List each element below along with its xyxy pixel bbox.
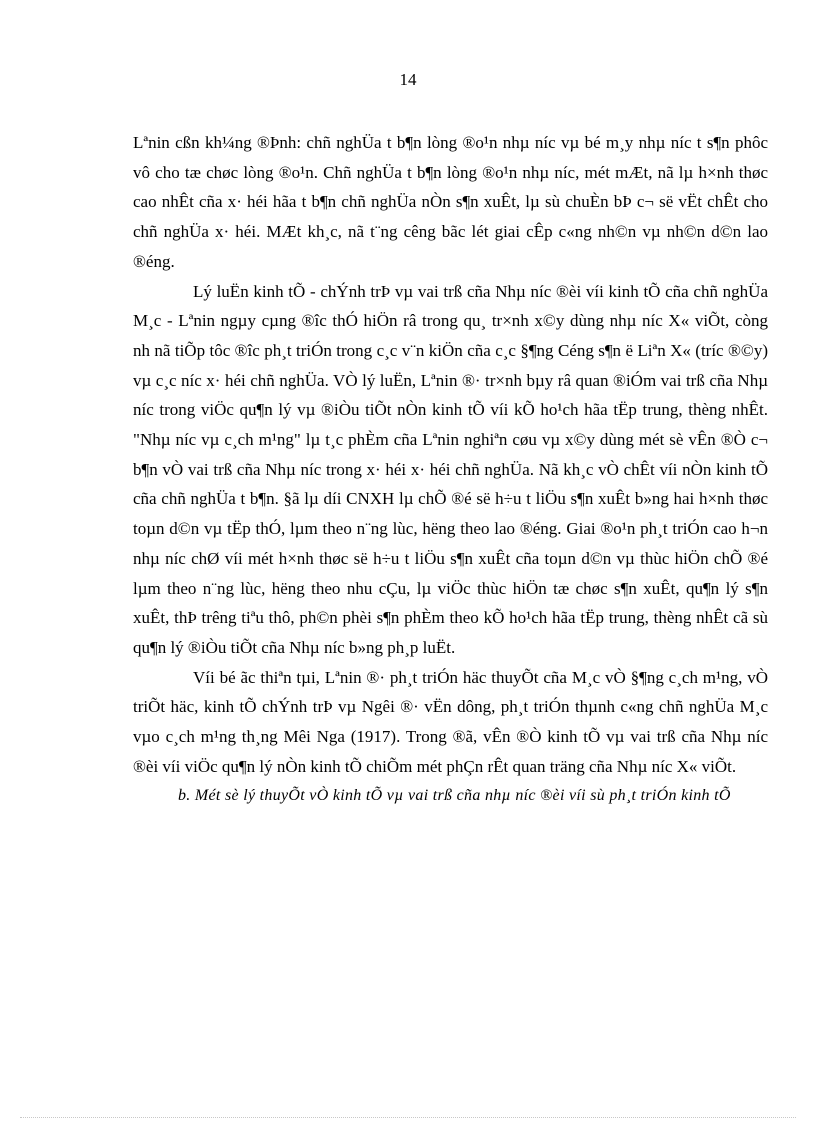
- paragraph-2: Lý luËn kinh tÕ - chÝnh trÞ vµ vai trß cña Nhµ níc ®èi víi kinh tÕ cña chñ nghÜa M¸c - Lªnin ngµy cµng ®îc thÓ hiÖn râ trong qu¸ tr×nh x©y dùng nhµ níc X« viÕt, còng nh nã tiÕp tôc ®îc ph¸t triÓn trong c¸c v¨n kiÖn cña c¸c §¶ng Céng s¶n ë Liªn X« (tríc ®©y) vµ c¸c níc x· héi chñ nghÜa. VÒ lý luËn, Lªnin ®· tr×nh bµy râ quan ®iÓm vai trß cña Nhµ níc trong viÖc qu¶n lý vµ ®iÒu tiÕt nÒn kinh tÕ víi kÕ ho¹ch hãa tËp trung, thèng nhÊt. "Nhµ níc vµ c¸ch m¹ng" lµ t¸c phÈm cña Lªnin nghiªn cøu vµ x©y dùng mét sè vÊn ®Ò c¬ b¶n vÒ vai trß cña Nhµ níc trong x· héi x· héi chñ nghÜa. Nã kh¸c vÒ chÊt víi nÒn kinh tÕ cña chñ nghÜa t b¶n. §ã lµ díi CNXH lµ chÕ ®é së h÷u t liÖu s¶n xuÊt b»ng hai h×nh thøc toµn d©n vµ tËp thÓ, lµm theo n¨ng lùc, hëng theo lao ®éng. Giai ®o¹n ph¸t triÓn cao h¬n nhµ níc chØ víi mét h×nh thøc së h÷u t liÖu s¶n xuÊt cña toµn d©n vµ thùc hiÖn chÕ ®é lµm theo n¨ng lùc, hëng theo nhu cÇu, lµ viÖc thùc hiÖn tæ chøc s¶n xuÊt, qu¶n lý s¶n xuÊt, thÞ trêng tiªu thô, ph©n phèi s¶n phÈm theo kÕ ho¹ch hãa tËp trung, thèng nhÊt cã sù qu¶n lý ®iÒu tiÕt cña Nhµ níc b»ng ph¸p luËt.: [133, 281, 768, 657]
- paragraph-1: Lªnin cßn kh¼ng ®Þnh: chñ nghÜa t b¶n lòng ®o¹n nhµ níc vµ bé m¸y nhµ níc t s¶n phôc vô cho tæ chøc lòng ®o¹n. Chñ nghÜa t b¶n lòng ®o¹n nhµ níc, mét mÆt, nã lµ h×nh thøc cao nhÊt cña x· héi hãa t b¶n chñ nghÜa nÒn s¶n xuÊt, lµ sù chuÈn bÞ c¬ së vËt chÊt cho chñ nghÜa x· héi. MÆt kh¸c, nã t¨ng cêng bãc lét giai cÊp c«ng nh©n vµ nh©n d©n lao ®éng.: [133, 133, 768, 271]
- section-subheading: b. Mét sè lý thuyÕt vÒ kinh tÕ vµ vai trß cña nhµ níc ®èi víi sù ph¸t triÓn kinh tÕ: [178, 787, 731, 805]
- paragraph-3: Víi bé ãc thiªn tµi, Lªnin ®· ph¸t triÓn häc thuyÕt cña M¸c vÒ §¶ng c¸ch m¹ng, vÒ triÕt häc, kinh tÕ chÝnh trÞ vµ Ngêi ®· vËn dông, ph¸t triÓn thµnh c«ng chñ nghÜa M¸c vµo c¸ch m¹ng th¸ng Mêi Nga (1917). Trong ®ã, vÊn ®Ò kinh tÕ vµ vai trß cña Nhµ níc ®èi víi viÖc qu¶n lý nÒn kinh tÕ chiÕm mét phÇn rÊt quan träng cña Nhµ níc X« viÕt.: [133, 667, 768, 776]
- body-text: [133, 128, 768, 811]
- page-bottom-divider: [20, 1117, 796, 1118]
- page-number: 14: [399, 70, 417, 89]
